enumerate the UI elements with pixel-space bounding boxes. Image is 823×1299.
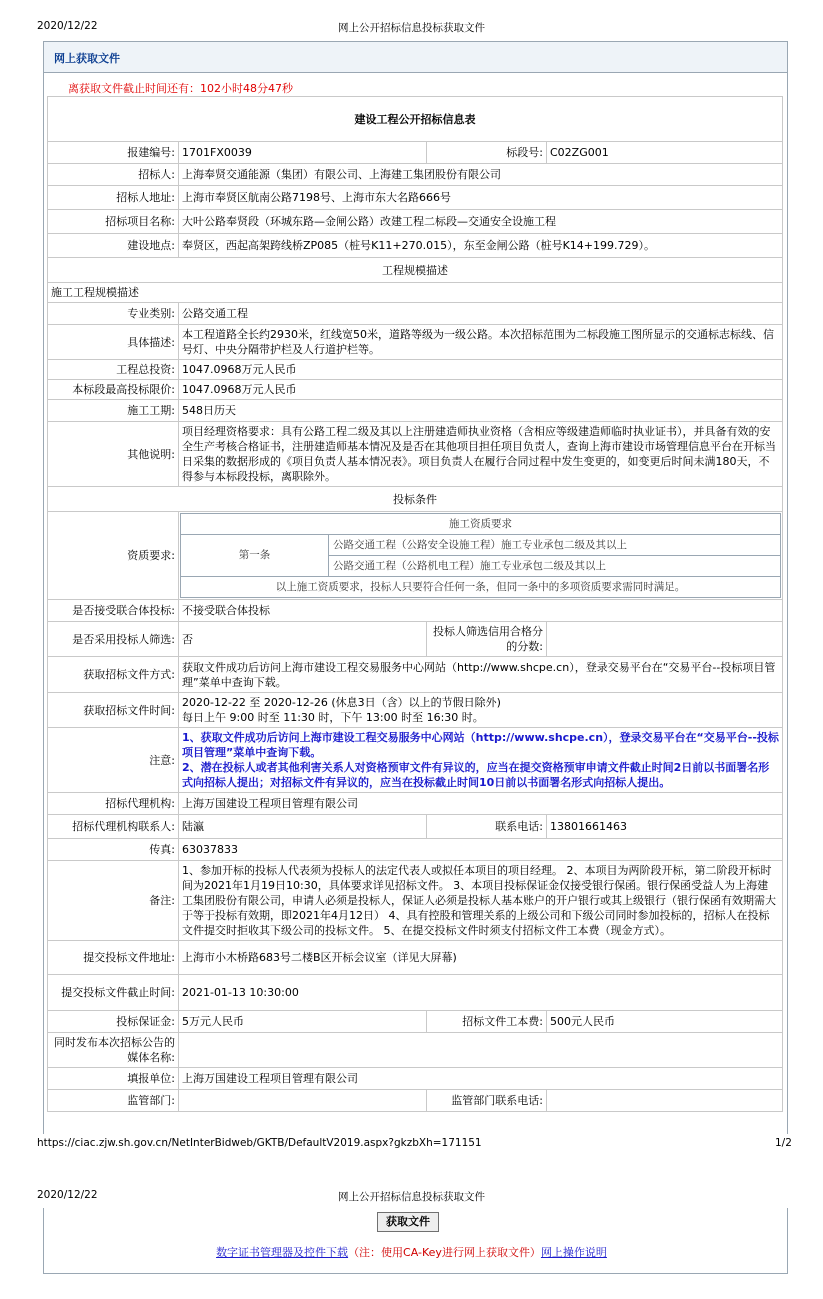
label: 标段号: bbox=[427, 142, 547, 164]
period: 548日历天 bbox=[179, 400, 783, 422]
supervisor bbox=[179, 1090, 427, 1112]
label: 监管部门联系电话: bbox=[427, 1090, 547, 1112]
section-heading: 投标条件 bbox=[48, 487, 783, 512]
label: 招标项目名称: bbox=[48, 210, 179, 234]
label: 传真: bbox=[48, 839, 179, 861]
print-title: 网上公开招标信息投标获取文件 bbox=[338, 1191, 485, 1203]
label: 本标段最高投标限价: bbox=[48, 380, 179, 400]
get-time-hours: 每日上午 9:00 时至 11:30 时，下午 13:00 时至 16:30 时。 bbox=[182, 711, 484, 724]
media bbox=[179, 1033, 783, 1068]
label: 建设地点: bbox=[48, 234, 179, 258]
label: 工程总投资: bbox=[48, 360, 179, 380]
print-title: 网上公开招标信息投标获取文件 bbox=[338, 22, 485, 34]
fax: 63037833 bbox=[179, 839, 783, 861]
label: 提交投标文件截止时间: bbox=[48, 975, 179, 1011]
qualification-table bbox=[180, 513, 781, 598]
label: 投标保证金: bbox=[48, 1011, 179, 1033]
filler-unit: 上海万国建设工程项目管理有限公司 bbox=[179, 1068, 783, 1090]
label: 同时发布本次招标公告的媒体名称: bbox=[48, 1033, 179, 1068]
submit-address: 上海市小木桥路683号二楼B区开标会议室（详见大屏幕) bbox=[179, 941, 783, 975]
section-heading: 工程规模描述 bbox=[48, 258, 783, 283]
label: 招标人地址: bbox=[48, 186, 179, 210]
label: 填报单位: bbox=[48, 1068, 179, 1090]
label: 专业类别: bbox=[48, 303, 179, 325]
print-url: https://ciac.zjw.sh.gov.cn/NetInterBidweb/GKTB/DefaultV2019.aspx?gkzbXh=171151 bbox=[37, 1137, 482, 1149]
label: 招标文件工本费: bbox=[427, 1011, 547, 1033]
get-time: 2020-12-22 至 2020-12-26 (休息3日（含）以上的节假日除外) bbox=[182, 696, 501, 709]
notice-2: 2、潜在投标人或者其他利害关系人对资格预审文件有异议的，应当在提交资格预审申请文件截止时间2日前以书面署名形式向招标人提出；对招标文件有异议的，应当在投标截止时间10日前以书面署名形式向招标人提出。 bbox=[182, 761, 770, 789]
tenderer: 上海奉贤交通能源（集团）有限公司、上海建工集团股份有限公司 bbox=[179, 164, 783, 186]
label: 资质要求: bbox=[48, 512, 179, 600]
category: 公路交通工程 bbox=[179, 303, 783, 325]
max-price: 1047.0968万元人民币 bbox=[179, 380, 783, 400]
tender-info-table bbox=[47, 96, 783, 1112]
agent-phone: 13801661463 bbox=[547, 815, 783, 839]
other-notes: 项目经理资格要求：具有公路工程二级及其以上注册建造师执业资格（含相应等级建造师临时执业证书），并具备有效的安全生产考核合格证书，注册建造师基本情况及是否在其他项目担任项目负责人，查询上海市建设市场管理信息平台在开标当日采集的数据形成的《项目负责人基本情况表》。项目负责人在履行合同过程中发生变更的，如变更后时间未满180天，不得参与本标段投标，离职除外。 bbox=[179, 422, 783, 487]
qual-item: 公路交通工程（公路机电工程）施工专业承包二级及其以上 bbox=[329, 556, 781, 577]
detail: 本工程道路全长约2930米，红线宽50米，道路等级为一级公路。本次招标范围为二标段施工图所显示的交通标志标线、信号灯、中央分隔带护栏及人行道护栏等。 bbox=[179, 325, 783, 360]
label: 备注: bbox=[48, 861, 179, 941]
qual-item: 公路交通工程（公路安全设施工程）施工专业承包二级及其以上 bbox=[329, 535, 781, 556]
label: 获取招标文件时间: bbox=[48, 693, 179, 728]
doc-fee: 500元人民币 bbox=[547, 1011, 783, 1033]
screening: 否 bbox=[179, 622, 427, 657]
label: 提交投标文件地址: bbox=[48, 941, 179, 975]
label: 监管部门: bbox=[48, 1090, 179, 1112]
notice-1: 1、获取文件成功后访问上海市建设工程交易服务中心网站（http://www.shcpe.cn），登录交易平台在“交易平台--投标项目管理”菜单中查询下载。 bbox=[182, 731, 779, 759]
credit-score bbox=[547, 622, 783, 657]
print-date: 2020/12/22 bbox=[37, 20, 98, 32]
qual-note: 以上施工资质要求，投标人只要符合任何一条，但同一条中的多项资质要求需同时满足。 bbox=[181, 577, 781, 598]
project-name: 大叶公路奉贤段（环城东路—金闸公路）改建工程二标段—交通安全设施工程 bbox=[179, 210, 783, 234]
label: 招标代理机构联系人: bbox=[48, 815, 179, 839]
page-number: 1/2 bbox=[775, 1137, 792, 1149]
get-file-button[interactable]: 获取文件 bbox=[377, 1212, 439, 1232]
submit-deadline: 2021-01-13 10:30:00 bbox=[179, 975, 783, 1011]
joint-bid: 不接受联合体投标 bbox=[179, 600, 783, 622]
cert-download-link[interactable]: 数字证书管理器及控件下载 bbox=[216, 1246, 349, 1259]
scale-desc-label: 施工工程规模描述 bbox=[48, 283, 783, 303]
label: 报建编号: bbox=[48, 142, 179, 164]
supervisor-phone bbox=[547, 1090, 783, 1112]
label: 联系电话: bbox=[427, 815, 547, 839]
remarks: 1、参加开标的投标人代表须为投标人的法定代表人或拟任本项目的项目经理。 2、本项目为两阶段开标，第二阶段开标时间为2021年1月19日10:30，具体要求详见招标文件。 3、本项目投标保证金仅接受银行保函。银行保函受益人为上海建工集团股份有限公司，申请人必须是投标人，保证人必须是投标人基本账户的开户银行或其上级银行（银行保函有效期需大于等于投标有效期，即2021年4月12日） 4、具有控股和管理关系的上级公司和下级公司同时参加投标的，招标人在投标文件提交时拒收其下级公司的投标文件。 5、在提交投标文件时须支付招标文件工本费（现金方式）。 bbox=[179, 861, 783, 941]
label: 获取招标文件方式: bbox=[48, 657, 179, 693]
total-investment: 1047.0968万元人民币 bbox=[179, 360, 783, 380]
table-title: 建设工程公开招标信息表 bbox=[48, 97, 783, 142]
ca-key-note: （注：使用CA-Key进行网上获取文件） bbox=[348, 1246, 541, 1259]
deadline-countdown: 离获取文件截止时间还有：102小时48分47秒 bbox=[68, 82, 293, 95]
qual-clause: 第一条 bbox=[181, 535, 329, 577]
label: 具体描述: bbox=[48, 325, 179, 360]
help-link[interactable]: 网上操作说明 bbox=[540, 1246, 607, 1259]
label: 注意: bbox=[48, 728, 179, 793]
panel-title: 网上获取文件 bbox=[54, 52, 120, 65]
agent-contact: 陆瀛 bbox=[179, 815, 427, 839]
label: 施工工期: bbox=[48, 400, 179, 422]
deposit: 5万元人民币 bbox=[179, 1011, 427, 1033]
panel-header bbox=[44, 42, 787, 73]
construction-site: 奉贤区，西起高架跨线桥ZP085（桩号K11+270.015），东至金闸公路（桩号K14+199.729）。 bbox=[179, 234, 783, 258]
help-links bbox=[0, 1244, 823, 1260]
qual-header: 施工资质要求 bbox=[181, 514, 781, 535]
agent: 上海万国建设工程项目管理有限公司 bbox=[179, 793, 783, 815]
tenderer-address: 上海市奉贤区航南公路7198号、上海市东大名路666号 bbox=[179, 186, 783, 210]
label: 其他说明: bbox=[48, 422, 179, 487]
print-date: 2020/12/22 bbox=[37, 1189, 98, 1201]
label: 招标代理机构: bbox=[48, 793, 179, 815]
section-no: C02ZG001 bbox=[547, 142, 783, 164]
label: 投标人筛选信用合格分的分数: bbox=[427, 622, 547, 657]
label: 是否接受联合体投标: bbox=[48, 600, 179, 622]
label: 招标人: bbox=[48, 164, 179, 186]
get-method: 获取文件成功后访问上海市建设工程交易服务中心网站（http://www.shcpe.cn），登录交易平台在“交易平台--投标项目管理”菜单中查询下载。 bbox=[179, 657, 783, 693]
label: 是否采用投标人筛选: bbox=[48, 622, 179, 657]
project-no: 1701FX0039 bbox=[179, 142, 427, 164]
